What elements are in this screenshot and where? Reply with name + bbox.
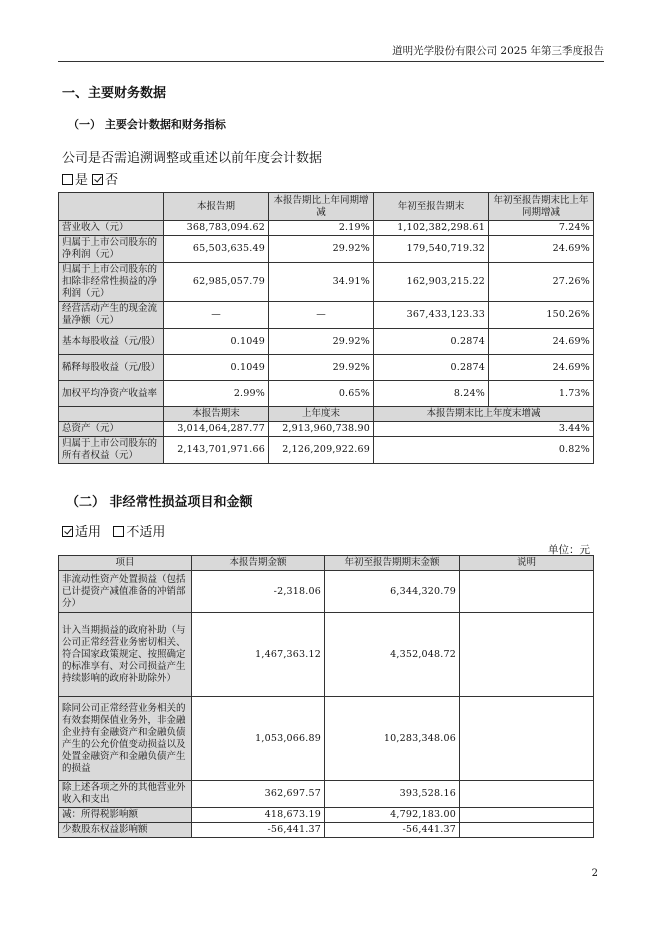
- table-row: [59, 697, 594, 781]
- row-label: 少数股东权益影响额: [59, 823, 192, 838]
- column-header: 年初至报告期期末金额: [325, 556, 460, 571]
- row-label: 减：所得税影响额: [59, 808, 192, 823]
- non-recurring-items-table: [58, 555, 594, 838]
- table-row: [59, 823, 594, 838]
- table-cell: [460, 781, 594, 808]
- table-cell: 1.73%: [489, 381, 594, 407]
- page-header: [58, 44, 604, 62]
- table-cell: 24.69%: [489, 236, 594, 263]
- table-cell: 0.2874: [374, 355, 489, 381]
- table-cell: [460, 571, 594, 613]
- table-cell: 1,467,363.12: [192, 613, 325, 697]
- table-row: [59, 437, 594, 464]
- table-cell: 368,783,094.62: [164, 221, 269, 236]
- column-header: 说明: [460, 556, 594, 571]
- table-cell: 6,344,320.79: [325, 571, 460, 613]
- table-row: [59, 613, 594, 697]
- table-row: [59, 221, 594, 236]
- table-cell: 7.24%: [489, 221, 594, 236]
- table-cell: -2,318.06: [192, 571, 325, 613]
- table-cell: -56,441.37: [192, 823, 325, 838]
- row-label: 归属于上市公司股东的所有者权益（元）: [59, 437, 164, 464]
- table-cell: 0.1049: [164, 355, 269, 381]
- table-row: [59, 329, 594, 355]
- not-apply-label: 不适用: [126, 525, 166, 540]
- table-cell: [460, 808, 594, 823]
- column-header: 本报告期金额: [192, 556, 325, 571]
- column-header: 项目: [59, 556, 192, 571]
- key-financial-data-table: [58, 192, 594, 464]
- table-header-row: [59, 193, 594, 221]
- row-label: 基本每股收益（元/股）: [59, 329, 164, 355]
- row-label: 归属于上市公司股东的扣除非经常性损益的净利润（元）: [59, 263, 164, 302]
- table-cell: 0.2874: [374, 329, 489, 355]
- table-cell: 362,697.57: [192, 781, 325, 808]
- table-row: [59, 381, 594, 407]
- table-cell: 24.69%: [489, 329, 594, 355]
- column-header: 本报告期末: [164, 407, 269, 422]
- row-label: 营业收入（元）: [59, 221, 164, 236]
- table-row: [59, 302, 594, 329]
- column-header: [59, 407, 164, 422]
- no-label: 否: [105, 173, 119, 188]
- table-cell: [460, 697, 594, 781]
- table-cell: 0.65%: [269, 381, 374, 407]
- not-apply-checkbox[interactable]: [113, 526, 124, 537]
- table-cell: —: [164, 302, 269, 329]
- table-cell: 162,903,215.22: [374, 263, 489, 302]
- yes-label: 是: [75, 173, 89, 188]
- table-cell: 0.1049: [164, 329, 269, 355]
- row-label: 经营活动产生的现金流量净额（元）: [59, 302, 164, 329]
- table-cell: 418,673.19: [192, 808, 325, 823]
- table-cell: 2,126,209,922.69: [269, 437, 374, 464]
- restatement-question: 公司是否需追溯调整或重述以前年度会计数据: [62, 151, 323, 166]
- applicability-options: [62, 521, 165, 540]
- row-label: 非流动性资产处置损益（包括已计提资产减值准备的冲销部分）: [59, 571, 192, 613]
- row-label: 加权平均净资产收益率: [59, 381, 164, 407]
- table-row: [59, 355, 594, 381]
- table-row: [59, 422, 594, 437]
- row-label: 总资产（元）: [59, 422, 164, 437]
- table-cell: 2,143,701,971.66: [164, 437, 269, 464]
- table-cell: 0.82%: [374, 437, 594, 464]
- table-cell: 24.69%: [489, 355, 594, 381]
- table-cell: 29.92%: [269, 329, 374, 355]
- unit-label: 单位：元: [548, 544, 590, 556]
- table-cell: 29.92%: [269, 236, 374, 263]
- apply-label: 适用: [75, 525, 102, 540]
- table-cell: —: [269, 302, 374, 329]
- table-cell: 27.26%: [489, 263, 594, 302]
- table-cell: 1,102,382,298.61: [374, 221, 489, 236]
- column-header: [59, 193, 164, 221]
- table-cell: 367,433,123.33: [374, 302, 489, 329]
- table-cell: 2,913,960,738.90: [269, 422, 374, 437]
- report-title: 道明光学股份有限公司 2025 年第三季度报告: [392, 45, 604, 57]
- row-label: 归属于上市公司股东的净利润（元）: [59, 236, 164, 263]
- table-cell: 4,792,183.00: [325, 808, 460, 823]
- table-cell: -56,441.37: [325, 823, 460, 838]
- row-label: 除同公司正常经营业务相关的有效套期保值业务外，非金融企业持有金融资产和金融负债产生的公允价值变动损益以及处置金融资产和金融负债产生的损益: [59, 697, 192, 781]
- table-cell: 4,352,048.72: [325, 613, 460, 697]
- table-header-row: [59, 556, 594, 571]
- page-number: 2: [591, 868, 598, 879]
- table-row: [59, 263, 594, 302]
- table-cell: 1,053,066.89: [192, 697, 325, 781]
- table-cell: 393,528.16: [325, 781, 460, 808]
- column-header: 年初至报告期末: [374, 193, 489, 221]
- section-title: 一、主要财务数据: [62, 86, 167, 101]
- table-cell: 2.19%: [269, 221, 374, 236]
- table-cell: 8.24%: [374, 381, 489, 407]
- table-cell: 150.26%: [489, 302, 594, 329]
- yes-checkbox[interactable]: [62, 174, 73, 185]
- column-header: 本报告期: [164, 193, 269, 221]
- table-row: [59, 808, 594, 823]
- table-cell: [460, 613, 594, 697]
- table-cell: 179,540,719.32: [374, 236, 489, 263]
- table-cell: 10,283,348.06: [325, 697, 460, 781]
- table-cell: 3,014,064,287.77: [164, 422, 269, 437]
- column-header: 上年度末: [269, 407, 374, 422]
- subsection-title-1: （一） 主要会计数据和财务指标: [68, 118, 226, 131]
- table-cell: 3.44%: [374, 422, 594, 437]
- table-cell: 62,985,057.79: [164, 263, 269, 302]
- table-subheader-row: [59, 407, 594, 422]
- apply-checkbox[interactable]: [62, 526, 73, 537]
- table-row: [59, 236, 594, 263]
- table-cell: 2.99%: [164, 381, 269, 407]
- table-cell: 65,503,635.49: [164, 236, 269, 263]
- column-header: 本报告期末比上年度末增减: [374, 407, 594, 422]
- column-header: 本报告期比上年同期增减: [269, 193, 374, 221]
- table-row: [59, 781, 594, 808]
- row-label: 稀释每股收益（元/股）: [59, 355, 164, 381]
- row-label: 计入当期损益的政府补助（与公司正常经营业务密切相关、符合国家政策规定、按照确定的标准享有、对公司损益产生持续影响的政府补助除外）: [59, 613, 192, 697]
- no-checkbox[interactable]: [92, 174, 103, 185]
- table-cell: 29.92%: [269, 355, 374, 381]
- table-cell: 34.91%: [269, 263, 374, 302]
- restatement-options: [62, 169, 118, 188]
- subsection-title-2: （二） 非经常性损益项目和金额: [66, 495, 253, 510]
- table-row: [59, 571, 594, 613]
- row-label: 除上述各项之外的其他营业外收入和支出: [59, 781, 192, 808]
- table-cell: [460, 823, 594, 838]
- column-header: 年初至报告期末比上年同期增减: [489, 193, 594, 221]
